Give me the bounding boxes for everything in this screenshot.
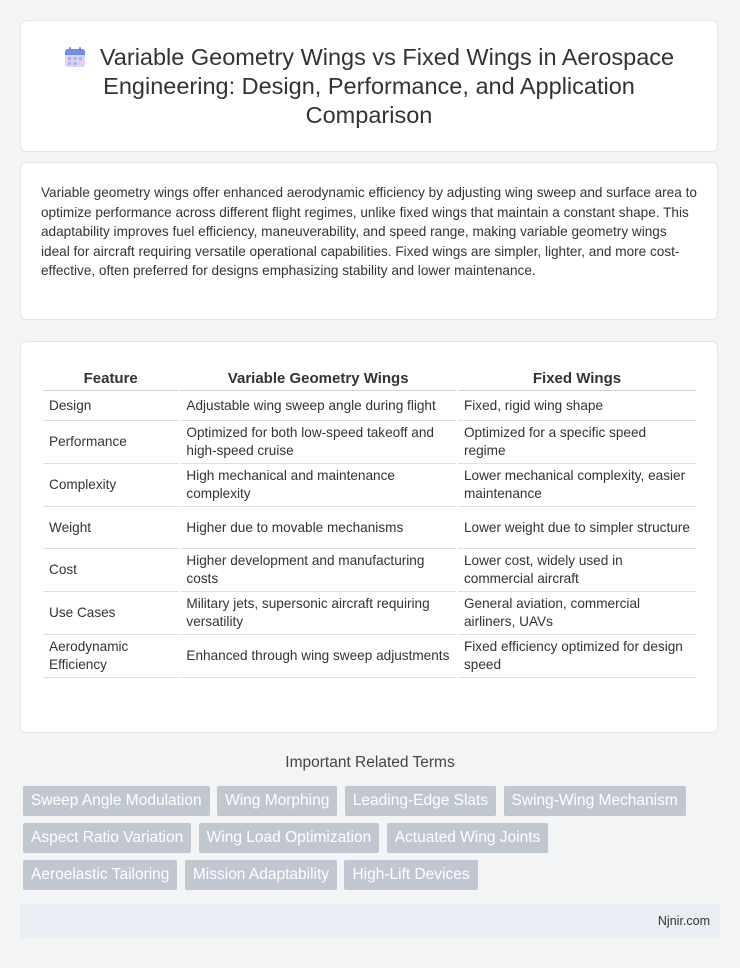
table-cell: Performance xyxy=(43,421,178,464)
title-card xyxy=(20,20,718,152)
related-term-tag[interactable]: Wing Morphing xyxy=(217,786,337,816)
summary-text: Variable geometry wings offer enhanced aerodynamic efficiency by adjusting wing sweep and surface area to optimize performance across different flight regimes, unlike fixed wings that maintain a constant shape. This adaptability improves fuel efficiency, maneuverability, and speed range, making variable geometry wings ideal for aircraft requiring versatile operational capabilities. Fixed wings are simpler, lighter, and more cost-effective, often preferred for designs emphasizing stability and lower maintenance. xyxy=(41,185,697,278)
table-cell: Fixed efficiency optimized for design speed xyxy=(458,635,696,678)
table-cell: Lower mechanical complexity, easier maintenance xyxy=(458,464,696,507)
table-row xyxy=(43,592,696,635)
table-cell: Complexity xyxy=(43,464,178,507)
footer-site-link[interactable]: Njnir.com xyxy=(657,914,710,928)
comparison-table xyxy=(41,362,698,678)
table-cell: Higher development and manufacturing costs xyxy=(180,549,456,592)
comparison-table-card xyxy=(20,341,718,733)
related-term-tag[interactable]: Aspect Ratio Variation xyxy=(23,823,191,853)
table-cell: High mechanical and maintenance complexity xyxy=(180,464,456,507)
header-fixed-wings: Fixed Wings xyxy=(458,362,696,391)
table-cell: Cost xyxy=(43,549,178,592)
related-term-tag[interactable]: Aeroelastic Tailoring xyxy=(23,860,177,890)
table-cell: Fixed, rigid wing shape xyxy=(458,391,696,421)
table-header-row xyxy=(43,362,696,391)
page-title-text: Variable Geometry Wings vs Fixed Wings in Aerospace Engineering: Design, Performance, and Application Comparison xyxy=(99,44,675,128)
table-cell: Military jets, supersonic aircraft requiring versatility xyxy=(180,592,456,635)
table-row xyxy=(43,549,696,592)
related-term-tag[interactable]: Actuated Wing Joints xyxy=(387,823,549,853)
table-row xyxy=(43,391,696,421)
table-row xyxy=(43,507,696,549)
table-row xyxy=(43,421,696,464)
table-cell: Optimized for both low-speed takeoff and high-speed cruise xyxy=(180,421,456,464)
related-term-tag[interactable]: Wing Load Optimization xyxy=(199,823,380,853)
related-term-tag[interactable]: Sweep Angle Modulation xyxy=(23,786,210,816)
table-cell: Lower cost, widely used in commercial aircraft xyxy=(458,549,696,592)
table-cell: Adjustable wing sweep angle during flight xyxy=(180,391,456,421)
table-row xyxy=(43,635,696,678)
header-variable-geometry: Variable Geometry Wings xyxy=(180,362,456,391)
table-cell: General aviation, commercial airliners, UAVs xyxy=(458,592,696,635)
table-cell: Higher due to movable mechanisms xyxy=(180,507,456,549)
header-feature: Feature xyxy=(43,362,178,391)
summary-card xyxy=(20,162,718,320)
table-cell: Weight xyxy=(43,507,178,549)
related-terms-list xyxy=(23,786,713,897)
related-terms-heading: Important Related Terms xyxy=(285,754,455,771)
table-cell: Lower weight due to simpler structure xyxy=(458,507,696,549)
table-cell: Optimized for a specific speed regime xyxy=(458,421,696,464)
related-term-tag[interactable]: High-Lift Devices xyxy=(344,860,477,890)
table-cell: Design xyxy=(43,391,178,421)
table-cell: Aerodynamic Efficiency xyxy=(43,635,178,678)
related-term-tag[interactable]: Swing-Wing Mechanism xyxy=(504,786,686,816)
related-term-tag[interactable]: Mission Adaptability xyxy=(185,860,337,890)
table-cell: Enhanced through wing sweep adjustments xyxy=(180,635,456,678)
page-title xyxy=(21,21,717,130)
related-term-tag[interactable]: Leading-Edge Slats xyxy=(345,786,496,816)
footer xyxy=(20,904,720,938)
table-row xyxy=(43,464,696,507)
calendar-icon xyxy=(64,46,86,68)
table-cell: Use Cases xyxy=(43,592,178,635)
